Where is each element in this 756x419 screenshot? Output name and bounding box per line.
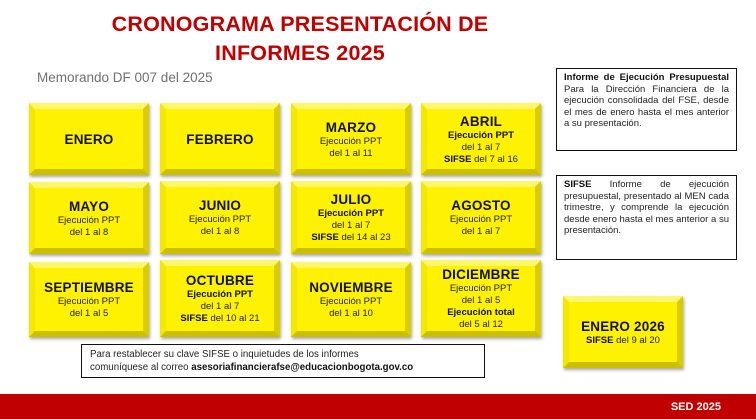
month-card-abril — [421, 103, 541, 175]
schedule-line: Ejecución PPT — [57, 214, 121, 226]
sifse-dates: del 14 al 23 — [338, 232, 391, 243]
schedule-line: Ejecución PPT — [449, 283, 513, 294]
schedule-line: del 1 al 7 — [331, 220, 371, 231]
info-term: Informe de Ejecución Presupuestal — [564, 72, 729, 83]
month-card-julio — [291, 181, 411, 254]
info-description: Para la Dirección Financiera de la ejecución consolidada del FSE, desde el mes de enero hasta el mes anterior a su presentación. — [564, 83, 729, 130]
schedule-line: Ejecución PPT — [319, 296, 383, 307]
month-label: MAYO — [68, 198, 110, 214]
title-line-1: CRONOGRAMA PRESENTACIÓN DE — [111, 12, 489, 36]
month-card-diciembre — [421, 260, 541, 337]
schedule-line — [586, 335, 660, 347]
schedule-line — [311, 232, 390, 244]
schedule-line: Ejecución PPT — [449, 214, 513, 225]
contact-prefix: comuníquese al correo — [90, 362, 192, 373]
title-line-2: INFORMES 2025 — [215, 41, 385, 65]
schedule-line: Ejecución PPT — [57, 296, 121, 307]
schedule-line: del 1 al 5 — [461, 295, 501, 306]
memo-reference: Memorando DF 007 del 2025 — [37, 70, 213, 85]
footer-bar — [0, 394, 756, 419]
info-box-ejecucion-presupuestal — [556, 68, 737, 151]
month-label: DICIEMBRE — [442, 267, 520, 282]
month-label: FEBRERO — [186, 131, 254, 147]
schedule-line: del 1 al 7 — [461, 226, 501, 237]
contact-line-1: Para restablecer su clave SIFSE o inquietudes de los informes — [90, 349, 359, 360]
month-card-febrero — [160, 103, 280, 175]
month-label: OCTUBRE — [185, 273, 255, 288]
page-title — [100, 10, 500, 68]
sifse-dates: del 10 al 21 — [207, 313, 260, 324]
month-card-agosto — [421, 181, 541, 254]
schedule-line: Ejecución PPT — [448, 129, 514, 141]
month-label: MARZO — [325, 119, 377, 135]
schedule-line: del 1 al 11 — [329, 147, 373, 159]
month-label: JUNIO — [198, 198, 242, 213]
sifse-label: SIFSE — [444, 153, 472, 165]
month-label: ENERO 2026 — [581, 318, 665, 334]
info-description: Informe de ejecución presupuestal, presentado al MEN cada trimestre, y comprende la ejecución desde enero hasta el mes anterior a su presentación. — [564, 179, 729, 237]
schedule-line: del 5 al 12 — [459, 319, 503, 330]
schedule-line: Ejecución PPT — [319, 135, 383, 147]
month-card-enero-2026 — [563, 296, 683, 368]
month-card-junio — [160, 181, 280, 254]
schedule-line: Ejecución PPT — [318, 208, 384, 219]
month-label: SEPTIEMBRE — [44, 280, 134, 295]
month-label: AGOSTO — [451, 198, 511, 213]
info-box-sifse — [556, 175, 737, 260]
month-label: ENERO — [64, 131, 114, 147]
month-card-septiembre — [29, 262, 149, 337]
schedule-line: Ejecución PPT — [187, 289, 253, 300]
sifse-label: SIFSE — [586, 334, 614, 346]
contact-email[interactable]: asesoriafinancierafse@educacionbogota.gov.co — [191, 362, 414, 373]
month-card-noviembre — [291, 262, 411, 337]
month-card-marzo — [291, 103, 411, 175]
month-label: ABRIL — [459, 113, 503, 129]
schedule-line: del 1 al 7 — [200, 301, 240, 312]
schedule-line: del 1 al 10 — [329, 308, 373, 319]
info-term: SIFSE — [564, 179, 592, 190]
schedule-line: del 1 al 7 — [461, 141, 501, 153]
contact-box — [81, 344, 485, 378]
contact-line-2 — [90, 361, 476, 374]
schedule-line: Ejecución total — [447, 307, 515, 318]
sifse-dates: del 9 al 20 — [613, 334, 660, 346]
schedule-line: Ejecución PPT — [188, 214, 252, 225]
month-card-octubre — [160, 260, 280, 337]
sifse-label: SIFSE — [180, 313, 208, 324]
month-label: JULIO — [330, 192, 372, 207]
sifse-label: SIFSE — [311, 232, 339, 243]
month-card-mayo — [29, 182, 149, 254]
schedule-line: del 1 al 5 — [69, 308, 109, 319]
schedule-line — [180, 313, 259, 325]
schedule-line: del 1 al 8 — [69, 226, 109, 238]
schedule-line: del 1 al 8 — [200, 226, 240, 237]
schedule-line — [444, 154, 518, 166]
month-label: NOVIEMBRE — [309, 280, 393, 295]
month-card-enero — [29, 103, 149, 175]
footer-label: SED 2025 — [670, 401, 721, 413]
sifse-dates: del 7 al 16 — [471, 153, 518, 165]
